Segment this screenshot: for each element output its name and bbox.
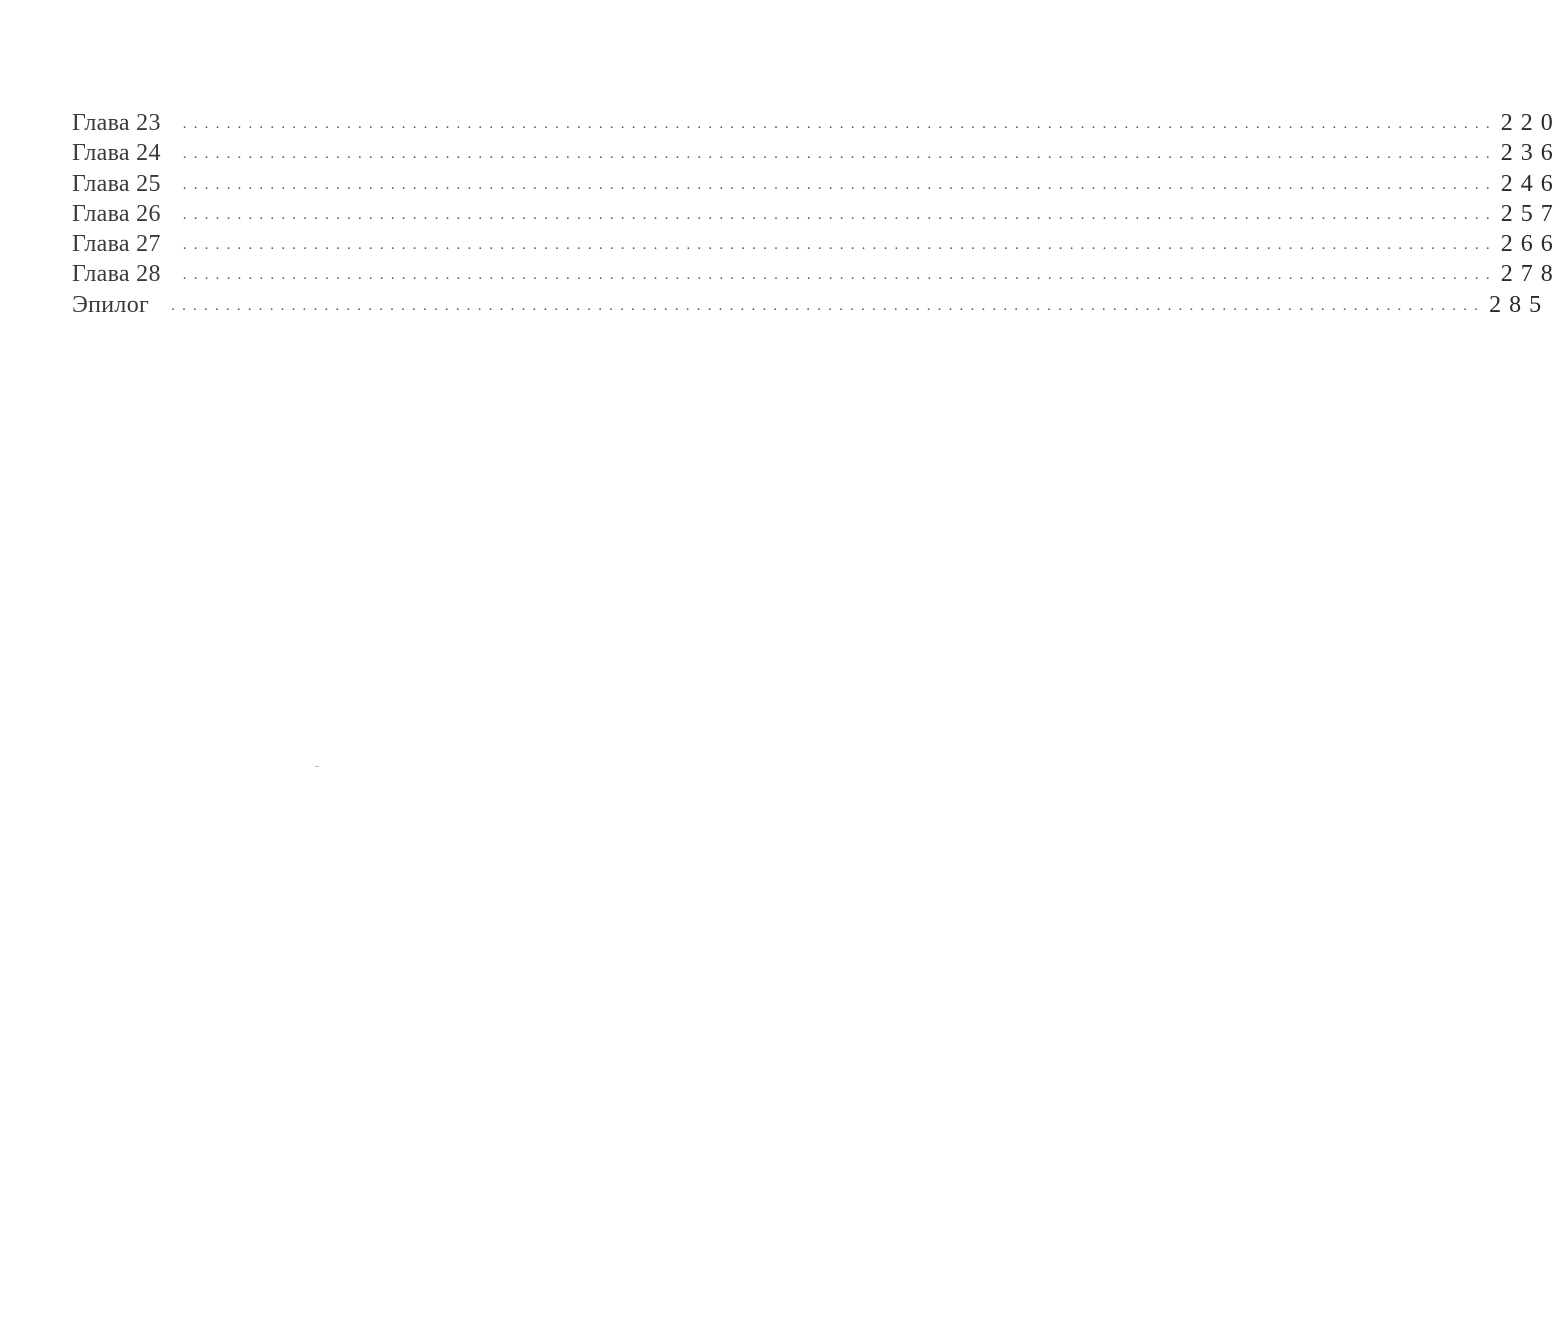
- toc-entry: [72, 229, 1561, 259]
- toc-entry: [72, 259, 1561, 289]
- toc-entry-page: 285: [1489, 291, 1550, 318]
- toc-entry-page: 278: [1500, 261, 1561, 288]
- toc-entry: [72, 290, 1550, 320]
- table-of-contents: [72, 108, 1561, 320]
- toc-entry-page: 220: [1500, 110, 1561, 136]
- toc-entry-title: Глава 24: [72, 140, 161, 167]
- toc-entry: [72, 199, 1561, 229]
- toc-entry-page: 266: [1500, 231, 1561, 258]
- dot-leader: ........................................................................................................................: [182, 176, 1497, 193]
- dot-leader: ........................................................................................................................: [182, 267, 1497, 284]
- toc-entry-title: Глава 26: [72, 200, 161, 227]
- toc-entry-title: Глава 28: [72, 261, 161, 288]
- toc-entry: [72, 138, 1561, 168]
- scan-speck: [315, 766, 319, 767]
- toc-entry-title: Глава 27: [72, 231, 161, 258]
- toc-entry: [72, 169, 1561, 199]
- dot-leader: ........................................................................................................................: [171, 297, 1486, 314]
- toc-entry: [72, 108, 1561, 138]
- toc-entry-page: 246: [1500, 170, 1561, 197]
- toc-entry-page: 257: [1500, 200, 1561, 227]
- toc-entry-title: Глава 23: [72, 110, 161, 136]
- dot-leader: ........................................................................................................................: [182, 237, 1497, 254]
- toc-entry-title: Эпилог: [72, 291, 150, 318]
- toc-entry-title: Глава 25: [72, 170, 161, 197]
- dot-leader: ........................................................................................................................: [182, 206, 1497, 223]
- toc-entry-page: 236: [1500, 140, 1561, 167]
- dot-leader: ........................................................................................................................: [182, 146, 1497, 163]
- dot-leader: ........................................................................................................................: [182, 116, 1497, 132]
